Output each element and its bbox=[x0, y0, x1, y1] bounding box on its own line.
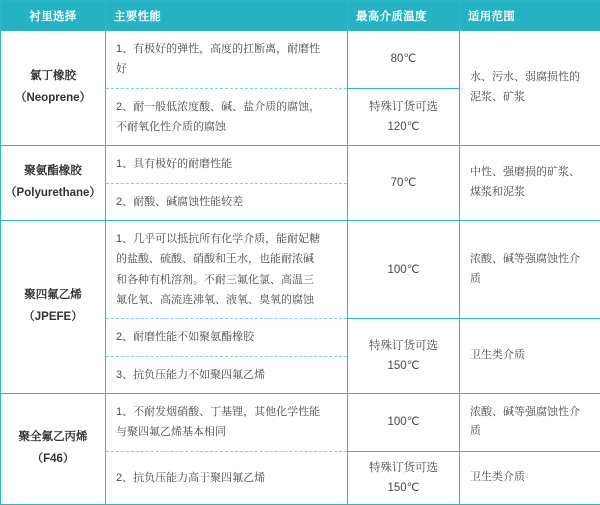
table-row bbox=[1, 146, 600, 183]
cell-temperature: 100℃ bbox=[348, 394, 460, 452]
cell-temperature: 80℃ bbox=[348, 31, 460, 89]
column-header-scope: 适用范围 bbox=[460, 1, 600, 31]
cell-temperature: 特殊订货可选 120℃ bbox=[348, 88, 460, 146]
cell-temperature: 特殊订货可选 150℃ bbox=[348, 319, 460, 394]
cell-performance: 2、耐一般低浓度酸、碱、盐介质的腐蚀， 不耐氧化性介质的腐蚀 bbox=[106, 88, 348, 146]
cell-temperature: 100℃ bbox=[348, 221, 460, 319]
table-body bbox=[1, 31, 600, 505]
table-header bbox=[1, 1, 600, 31]
column-header-performance: 主要性能 bbox=[106, 1, 348, 31]
cell-performance: 2、抗负压能力高于聚四氟乙烯 bbox=[106, 451, 348, 504]
table-row bbox=[1, 31, 600, 89]
cell-performance: 2、耐酸、碱腐蚀性能较差 bbox=[106, 183, 348, 220]
cell-temperature: 70℃ bbox=[348, 146, 460, 221]
cell-performance: 1、具有极好的耐磨性能 bbox=[106, 146, 348, 183]
cell-lining-neoprene: 氯丁橡胶 （Neoprene） bbox=[1, 31, 106, 146]
cell-scope: 卫生类介质 bbox=[460, 319, 600, 394]
cell-scope: 中性、强磨损的矿浆、 煤浆和泥浆 bbox=[460, 146, 600, 221]
cell-temperature: 特殊订货可选 150℃ bbox=[348, 451, 460, 504]
cell-scope: 浓酸、碱等强腐蚀性介 质 bbox=[460, 221, 600, 319]
table-row bbox=[1, 394, 600, 452]
cell-lining-f46: 聚全氟乙丙烯 （F46） bbox=[1, 394, 106, 505]
cell-performance: 2、耐磨性能不如聚氨酯橡胶 bbox=[106, 319, 348, 356]
cell-performance: 1、不耐发烟硝酸、丁基锂，其他化学性能 与聚四氟乙烯基本相同 bbox=[106, 394, 348, 452]
cell-lining-polyurethane: 聚氨酯橡胶 （Polyurethane） bbox=[1, 146, 106, 221]
cell-performance: 1、有极好的弹性，高度的扛断离，耐磨性 好 bbox=[106, 31, 348, 89]
column-header-lining: 衬里选择 bbox=[1, 1, 106, 31]
cell-scope: 卫生类介质 bbox=[460, 451, 600, 504]
cell-scope: 水、污水、弱腐损性的 泥浆、矿浆 bbox=[460, 31, 600, 146]
cell-lining-jpefe: 聚四氟乙烯 （JPEFE） bbox=[1, 221, 106, 394]
cell-performance: 1、几乎可以抵抗所有化学介质，能耐妃糖 的盐酸、硫酸、硝酸和王水，也能耐浓碱 和各种有机溶剂。不耐三氟化氯、高温三 氟化氧、高流连沸氧、液氧、臭氧的腐蚀 bbox=[106, 221, 348, 319]
table-row bbox=[1, 221, 600, 319]
cell-performance: 3、抗负压能力不如聚四氟乙烯 bbox=[106, 356, 348, 393]
table-header-row bbox=[1, 1, 600, 31]
column-header-temperature: 最高介质温度 bbox=[348, 1, 460, 31]
cell-scope: 浓酸、碱等强腐蚀性介 质 bbox=[460, 394, 600, 452]
